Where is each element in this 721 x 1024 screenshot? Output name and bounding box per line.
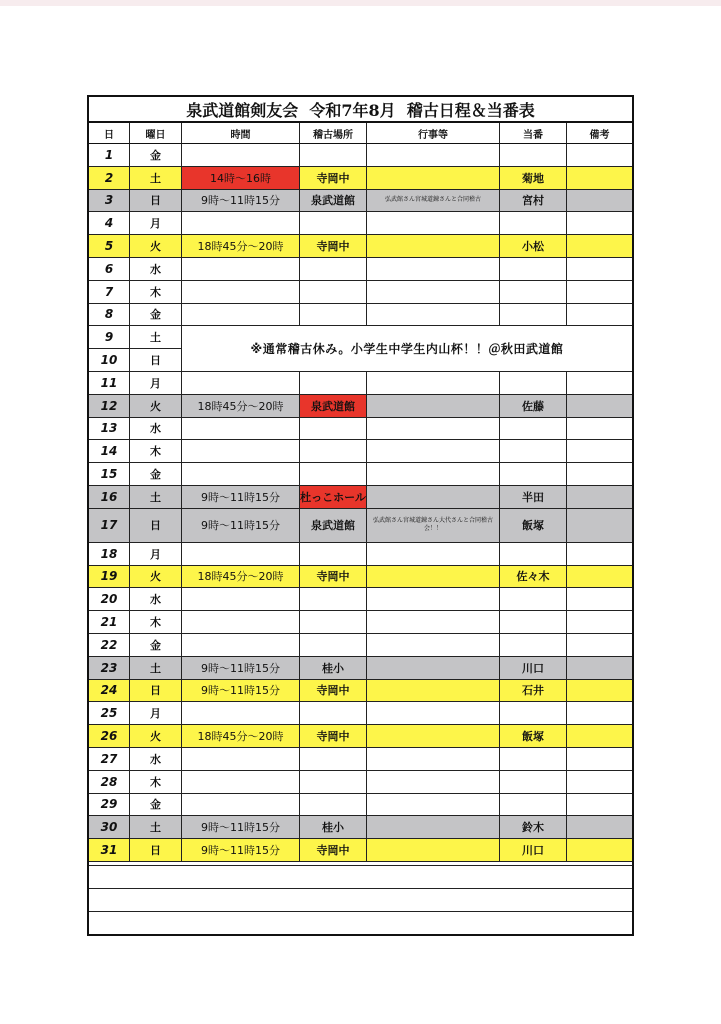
- duty-cell: 鈴木: [500, 816, 567, 839]
- duty-cell: 飯塚: [500, 509, 567, 543]
- place-cell: 寺岡中: [300, 839, 367, 862]
- event-cell: [367, 748, 500, 771]
- duty-cell: [500, 748, 567, 771]
- duty-cell: 川口: [500, 657, 567, 680]
- weekday-cell: 金: [130, 463, 182, 486]
- note-cell: [567, 258, 632, 281]
- day-cell: 29: [89, 794, 130, 817]
- weekday-cell: 月: [130, 543, 182, 566]
- duty-cell: [500, 771, 567, 794]
- duty-cell: [500, 281, 567, 304]
- day-cell: 10: [89, 349, 130, 372]
- event-cell: [367, 543, 500, 566]
- note-cell: [567, 509, 632, 543]
- weekday-cell: 日: [130, 680, 182, 703]
- event-cell: [367, 816, 500, 839]
- note-cell: [567, 440, 632, 463]
- day-cell: 31: [89, 839, 130, 862]
- duty-cell: [500, 543, 567, 566]
- event-cell: [367, 258, 500, 281]
- place-cell: 桂小: [300, 657, 367, 680]
- weekday-cell: 月: [130, 212, 182, 235]
- day-cell: 6: [89, 258, 130, 281]
- blank-row: [89, 888, 632, 911]
- place-cell: [300, 634, 367, 657]
- time-cell: [182, 304, 300, 327]
- place-cell: 寺岡中: [300, 725, 367, 748]
- weekday-cell: 金: [130, 794, 182, 817]
- note-cell: [567, 281, 632, 304]
- notice-cell: ※通常稽古休み。小学生中学生内山杯！！＠秋田武道館: [182, 326, 632, 372]
- time-cell: [182, 440, 300, 463]
- place-cell: [300, 588, 367, 611]
- place-cell: [300, 440, 367, 463]
- weekday-cell: 火: [130, 395, 182, 418]
- duty-cell: 石井: [500, 680, 567, 703]
- day-cell: 15: [89, 463, 130, 486]
- event-cell: [367, 372, 500, 395]
- place-cell: [300, 281, 367, 304]
- time-cell: 14時～16時: [182, 167, 300, 190]
- time-cell: [182, 281, 300, 304]
- event-cell: [367, 657, 500, 680]
- weekday-cell: 火: [130, 235, 182, 258]
- weekday-cell: 水: [130, 748, 182, 771]
- day-cell: 7: [89, 281, 130, 304]
- duty-cell: 佐々木: [500, 566, 567, 589]
- weekday-cell: 日: [130, 349, 182, 372]
- duty-cell: [500, 463, 567, 486]
- note-cell: [567, 543, 632, 566]
- place-cell: [300, 748, 367, 771]
- event-cell: [367, 212, 500, 235]
- place-cell: [300, 144, 367, 167]
- place-cell: 泉武道館: [300, 190, 367, 213]
- day-cell: 14: [89, 440, 130, 463]
- weekday-cell: 木: [130, 440, 182, 463]
- duty-cell: [500, 304, 567, 327]
- duty-cell: [500, 372, 567, 395]
- time-cell: 18時45分～20時: [182, 566, 300, 589]
- day-cell: 5: [89, 235, 130, 258]
- weekday-cell: 金: [130, 144, 182, 167]
- day-cell: 22: [89, 634, 130, 657]
- place-cell: [300, 463, 367, 486]
- place-cell: 杜っこホール: [300, 486, 367, 509]
- event-cell: [367, 440, 500, 463]
- day-cell: 30: [89, 816, 130, 839]
- event-cell: [367, 144, 500, 167]
- time-cell: 18時45分～20時: [182, 235, 300, 258]
- event-cell: [367, 702, 500, 725]
- note-cell: [567, 680, 632, 703]
- note-cell: [567, 611, 632, 634]
- place-cell: 桂小: [300, 816, 367, 839]
- place-cell: [300, 794, 367, 817]
- event-cell: [367, 304, 500, 327]
- day-cell: 11: [89, 372, 130, 395]
- event-cell: [367, 634, 500, 657]
- note-cell: [567, 144, 632, 167]
- day-cell: 19: [89, 566, 130, 589]
- day-cell: 3: [89, 190, 130, 213]
- duty-cell: [500, 634, 567, 657]
- note-cell: [567, 235, 632, 258]
- place-cell: 寺岡中: [300, 566, 367, 589]
- note-cell: [567, 486, 632, 509]
- weekday-cell: 月: [130, 372, 182, 395]
- weekday-cell: 木: [130, 281, 182, 304]
- schedule-table: [89, 123, 632, 862]
- weekday-cell: 金: [130, 634, 182, 657]
- duty-cell: 小松: [500, 235, 567, 258]
- note-cell: [567, 418, 632, 441]
- day-cell: 25: [89, 702, 130, 725]
- time-cell: [182, 634, 300, 657]
- time-cell: [182, 611, 300, 634]
- day-cell: 13: [89, 418, 130, 441]
- duty-cell: 佐藤: [500, 395, 567, 418]
- note-cell: [567, 395, 632, 418]
- duty-cell: [500, 258, 567, 281]
- time-cell: [182, 748, 300, 771]
- day-cell: 12: [89, 395, 130, 418]
- duty-cell: [500, 794, 567, 817]
- note-cell: [567, 748, 632, 771]
- time-cell: [182, 702, 300, 725]
- note-cell: [567, 702, 632, 725]
- note-cell: [567, 657, 632, 680]
- note-cell: [567, 190, 632, 213]
- blank-row: [89, 865, 632, 888]
- weekday-cell: 土: [130, 816, 182, 839]
- event-cell: [367, 566, 500, 589]
- event-cell: [367, 395, 500, 418]
- duty-cell: 川口: [500, 839, 567, 862]
- weekday-cell: 水: [130, 258, 182, 281]
- duty-cell: 菊地: [500, 167, 567, 190]
- time-cell: 18時45分～20時: [182, 725, 300, 748]
- time-cell: [182, 144, 300, 167]
- event-cell: [367, 794, 500, 817]
- time-cell: [182, 543, 300, 566]
- weekday-cell: 水: [130, 588, 182, 611]
- time-cell: 9時～11時15分: [182, 680, 300, 703]
- event-cell: [367, 463, 500, 486]
- blank-footer-rows: [89, 865, 632, 934]
- event-cell: [367, 680, 500, 703]
- place-cell: [300, 771, 367, 794]
- note-cell: [567, 588, 632, 611]
- note-cell: [567, 634, 632, 657]
- note-cell: [567, 372, 632, 395]
- event-cell: [367, 771, 500, 794]
- day-cell: 21: [89, 611, 130, 634]
- day-cell: 24: [89, 680, 130, 703]
- duty-cell: 飯塚: [500, 725, 567, 748]
- time-cell: [182, 463, 300, 486]
- day-cell: 28: [89, 771, 130, 794]
- weekday-cell: 土: [130, 326, 182, 349]
- place-cell: 泉武道館: [300, 395, 367, 418]
- event-cell: [367, 418, 500, 441]
- note-cell: [567, 212, 632, 235]
- day-cell: 16: [89, 486, 130, 509]
- time-cell: [182, 794, 300, 817]
- place-cell: [300, 304, 367, 327]
- header-note: 備考: [567, 123, 632, 144]
- blank-row: [89, 911, 632, 934]
- weekday-cell: 日: [130, 190, 182, 213]
- time-cell: 9時～11時15分: [182, 816, 300, 839]
- duty-cell: [500, 611, 567, 634]
- note-cell: [567, 794, 632, 817]
- event-cell: 弘武館さん宮城道錬さん大代さんと合同稽古会！！: [367, 509, 500, 543]
- time-cell: [182, 418, 300, 441]
- weekday-cell: 日: [130, 839, 182, 862]
- time-cell: 9時～11時15分: [182, 190, 300, 213]
- day-cell: 27: [89, 748, 130, 771]
- day-cell: 9: [89, 326, 130, 349]
- day-cell: 26: [89, 725, 130, 748]
- weekday-cell: 土: [130, 486, 182, 509]
- weekday-cell: 火: [130, 725, 182, 748]
- day-cell: 20: [89, 588, 130, 611]
- event-cell: [367, 839, 500, 862]
- time-cell: 9時～11時15分: [182, 486, 300, 509]
- time-cell: 9時～11時15分: [182, 657, 300, 680]
- place-cell: 寺岡中: [300, 680, 367, 703]
- place-cell: 寺岡中: [300, 235, 367, 258]
- place-cell: [300, 372, 367, 395]
- day-cell: 2: [89, 167, 130, 190]
- day-cell: 17: [89, 509, 130, 543]
- place-cell: 泉武道館: [300, 509, 367, 543]
- duty-cell: [500, 144, 567, 167]
- time-cell: 9時～11時15分: [182, 839, 300, 862]
- header-duty: 当番: [500, 123, 567, 144]
- duty-cell: [500, 702, 567, 725]
- duty-cell: [500, 212, 567, 235]
- place-cell: [300, 418, 367, 441]
- header-event: 行事等: [367, 123, 500, 144]
- weekday-cell: 水: [130, 418, 182, 441]
- weekday-cell: 月: [130, 702, 182, 725]
- event-cell: [367, 611, 500, 634]
- day-cell: 4: [89, 212, 130, 235]
- time-cell: 9時～11時15分: [182, 509, 300, 543]
- note-cell: [567, 725, 632, 748]
- day-cell: 1: [89, 144, 130, 167]
- note-cell: [567, 839, 632, 862]
- note-cell: [567, 304, 632, 327]
- event-cell: [367, 486, 500, 509]
- weekday-cell: 土: [130, 657, 182, 680]
- weekday-cell: 木: [130, 771, 182, 794]
- duty-cell: [500, 588, 567, 611]
- duty-cell: [500, 418, 567, 441]
- weekday-cell: 木: [130, 611, 182, 634]
- day-cell: 18: [89, 543, 130, 566]
- sheet-title: 泉武道館剣友会 令和7年8月 稽古日程＆当番表: [89, 97, 632, 123]
- time-cell: 18時45分～20時: [182, 395, 300, 418]
- header-weekday: 曜日: [130, 123, 182, 144]
- note-cell: [567, 816, 632, 839]
- place-cell: [300, 212, 367, 235]
- event-cell: [367, 588, 500, 611]
- weekday-cell: 金: [130, 304, 182, 327]
- time-cell: [182, 771, 300, 794]
- event-cell: 弘武館さん宮城道錬さんと合同稽古: [367, 190, 500, 213]
- header-day: 日: [89, 123, 130, 144]
- event-cell: [367, 725, 500, 748]
- place-cell: [300, 543, 367, 566]
- note-cell: [567, 771, 632, 794]
- top-edge-strip: [0, 0, 721, 6]
- weekday-cell: 火: [130, 566, 182, 589]
- header-place: 稽古場所: [300, 123, 367, 144]
- duty-cell: 宮村: [500, 190, 567, 213]
- event-cell: [367, 167, 500, 190]
- place-cell: 寺岡中: [300, 167, 367, 190]
- duty-cell: 半田: [500, 486, 567, 509]
- place-cell: [300, 258, 367, 281]
- weekday-cell: 土: [130, 167, 182, 190]
- place-cell: [300, 702, 367, 725]
- weekday-cell: 日: [130, 509, 182, 543]
- day-cell: 23: [89, 657, 130, 680]
- time-cell: [182, 258, 300, 281]
- time-cell: [182, 588, 300, 611]
- schedule-sheet: [87, 95, 634, 936]
- day-cell: 8: [89, 304, 130, 327]
- note-cell: [567, 167, 632, 190]
- duty-cell: [500, 440, 567, 463]
- event-cell: [367, 235, 500, 258]
- note-cell: [567, 463, 632, 486]
- time-cell: [182, 372, 300, 395]
- event-cell: [367, 281, 500, 304]
- header-time: 時間: [182, 123, 300, 144]
- place-cell: [300, 611, 367, 634]
- note-cell: [567, 566, 632, 589]
- time-cell: [182, 212, 300, 235]
